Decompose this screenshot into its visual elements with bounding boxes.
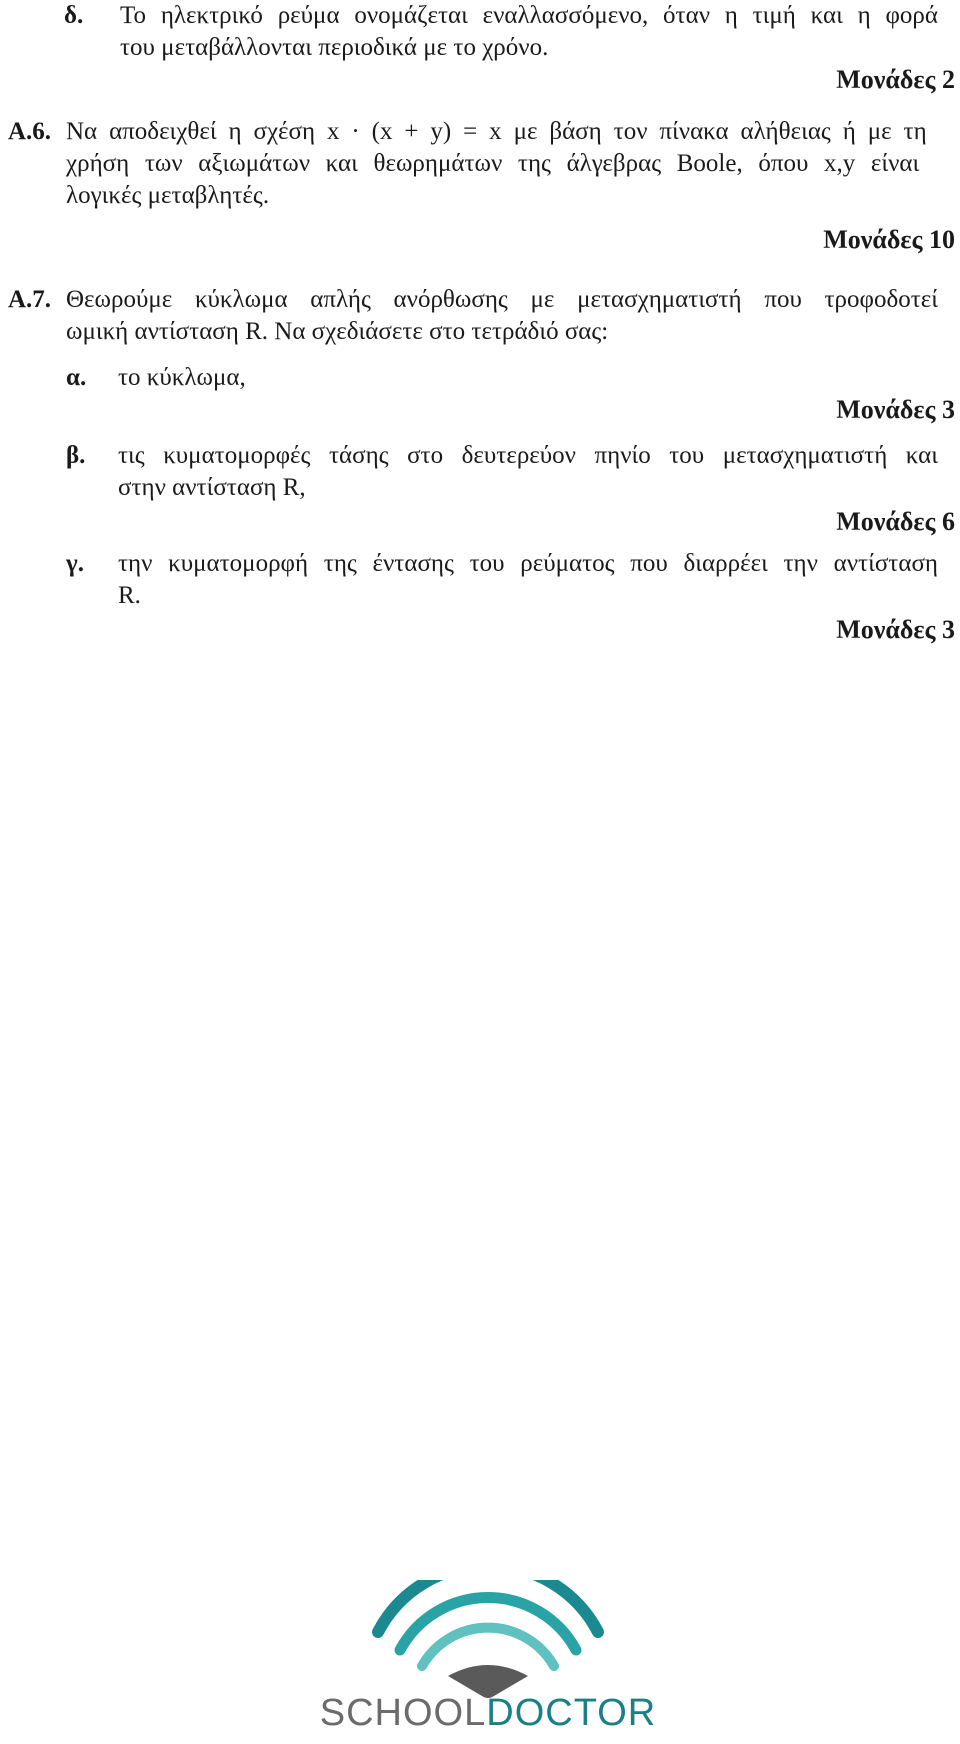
item-label: Α.7.: [8, 286, 52, 313]
subitem-text-line: στην αντίσταση R,: [118, 474, 306, 501]
marks-label: Μονάδες 10: [823, 225, 955, 254]
marks-label: Μονάδες 6: [836, 507, 955, 536]
item-text-line: του μεταβάλλονται περιοδικά με το χρόνο.: [120, 34, 549, 61]
item-label: Α.6.: [8, 118, 52, 145]
logo-word-doctor: DOCTOR: [486, 1692, 657, 1734]
subitem-label: γ.: [66, 550, 84, 577]
item-text-line: λογικές μεταβλητές.: [66, 182, 270, 209]
subitem-text-line: το κύκλωμα,: [118, 364, 246, 391]
marks-label: Μονάδες 3: [836, 615, 955, 644]
marks-label: Μονάδες 2: [836, 65, 955, 94]
item-text-line: Το ηλεκτρικό ρεύμα ονομάζεται εναλλασσόμενο, όταν η τιμή και η φορά: [120, 2, 938, 29]
wifi-signal-icon: [318, 1580, 658, 1700]
item-text-line: Θεωρούμε κύκλωμα απλής ανόρθωσης με μετασχηματιστή που τροφοδοτεί: [66, 286, 938, 313]
subitem-text-line: τις κυματομορφές τάσης στο δευτερεύον πηνίο του μετασχηματιστή και: [118, 442, 938, 469]
logo-wordmark: [318, 1692, 658, 1735]
subitem-text-line: την κυματομορφή της έντασης του ρεύματος που διαρρέει την αντίσταση: [118, 550, 938, 577]
subitem-text-line: R.: [118, 582, 141, 609]
subitem-label: β.: [66, 442, 86, 469]
item-text-line: Να αποδειχθεί η σχέση x · (x + y) = x με βάση τον πίνακα αλήθειας ή με τη: [66, 118, 927, 145]
subitem-label: α.: [66, 364, 87, 391]
item-label: δ.: [64, 2, 84, 29]
item-text-line: χρήση των αξιωμάτων και θεωρημάτων της άλγεβρας Boole, όπου x,y είναι: [66, 150, 920, 177]
marks-label: Μονάδες 3: [836, 395, 955, 424]
logo-word-school: SCHOOL: [319, 1692, 487, 1734]
schooldoctor-logo: [318, 1580, 658, 1744]
item-text-line: ωμική αντίσταση R. Να σχεδιάσετε στο τετράδιό σας:: [66, 318, 609, 345]
